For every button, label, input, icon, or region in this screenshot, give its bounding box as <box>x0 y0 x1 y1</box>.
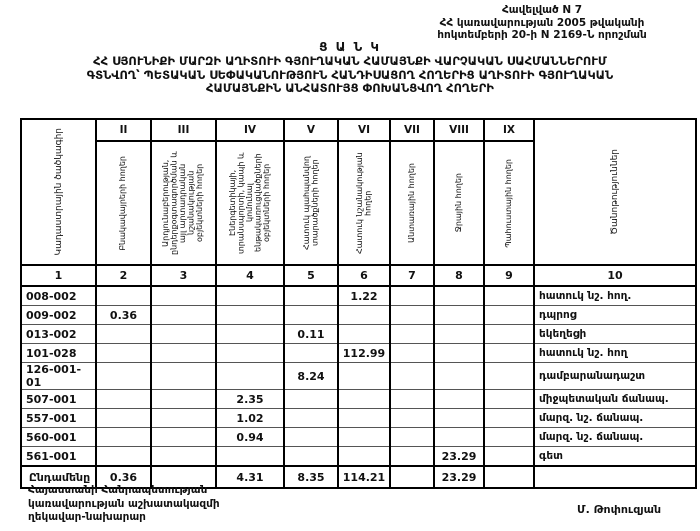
area-value-cell <box>284 286 338 306</box>
column-header-forest-lands: Անտառային հողեր <box>390 141 434 265</box>
appendix-line: Հավելված N 7 <box>501 4 583 16</box>
column-header-industrial-lands: Արդյունաբերության, ընդերքօգտագործման և այլ արտադրական նշանակության օբյեկտների հողեր <box>151 141 216 265</box>
cadastral-code-cell: 009-002 <box>21 306 96 325</box>
table-row <box>21 344 696 363</box>
column-numeral-row <box>21 119 696 141</box>
area-value-cell <box>390 344 434 363</box>
total-value-cell: 8.35 <box>284 466 338 488</box>
note-cell: մարզ. նշ. ճանապ. <box>534 428 696 447</box>
area-value-cell: 0.36 <box>96 306 151 325</box>
area-value-cell <box>434 428 484 447</box>
column-number: 2 <box>96 265 151 286</box>
area-value-cell <box>338 390 390 409</box>
note-cell: հատուկ նշ. հող <box>534 344 696 363</box>
total-value-cell: 0.36 <box>96 466 151 488</box>
column-number: 5 <box>284 265 338 286</box>
column-number: 7 <box>390 265 434 286</box>
table-row <box>21 428 696 447</box>
area-value-cell <box>434 409 484 428</box>
appendix-line: ՀՀ կառավարության 2005 թվականի <box>439 16 645 29</box>
area-value-cell <box>96 286 151 306</box>
area-value-cell <box>484 306 534 325</box>
note-cell: գետ <box>534 447 696 467</box>
column-header-notes: Ծանոթություններ <box>534 119 696 265</box>
area-value-cell <box>151 428 216 447</box>
cadastral-code-cell: 101-028 <box>21 344 96 363</box>
column-header-protected-lands: Հատուկ պահպանվող տարածքների հողեր <box>284 141 338 265</box>
area-value-cell <box>338 325 390 344</box>
area-value-cell: 0.94 <box>216 428 284 447</box>
column-numeral: IX <box>484 119 534 141</box>
column-numeral: VI <box>338 119 390 141</box>
area-value-cell <box>390 447 434 467</box>
note-cell: եկեղեցի <box>534 325 696 344</box>
column-number: 1 <box>21 265 96 286</box>
column-numeral: III <box>151 119 216 141</box>
signature-block <box>28 484 220 525</box>
area-value-cell <box>96 325 151 344</box>
area-value-cell <box>484 390 534 409</box>
area-value-cell <box>284 428 338 447</box>
area-value-cell <box>96 344 151 363</box>
area-value-cell <box>338 428 390 447</box>
note-cell: մարզ. նշ. ճանապ. <box>534 409 696 428</box>
table-row <box>21 286 696 306</box>
column-numeral: IV <box>216 119 284 141</box>
area-value-cell: 8.24 <box>284 363 338 390</box>
area-value-cell <box>338 447 390 467</box>
area-value-cell <box>96 363 151 390</box>
total-value-cell: 4.31 <box>216 466 284 488</box>
table-row <box>21 447 696 467</box>
column-number: 6 <box>338 265 390 286</box>
signature-line: ղեկավար-նախարար <box>28 511 146 523</box>
area-value-cell <box>338 363 390 390</box>
column-number: 3 <box>151 265 216 286</box>
area-value-cell: 23.29 <box>434 447 484 467</box>
area-value-cell <box>434 325 484 344</box>
area-value-cell <box>484 344 534 363</box>
cadastral-code-cell: 560-001 <box>21 428 96 447</box>
area-value-cell <box>284 390 338 409</box>
area-value-cell <box>390 363 434 390</box>
table-row <box>21 390 696 409</box>
area-value-cell <box>434 390 484 409</box>
subtitle-line: ՀԱՄԱՅՆՔԻՆ ԱՆՀԱՏՈՒՅՑ ՓՈԽԱՆՑՎՈՂ ՀՈՂԵՐԻ <box>206 81 494 95</box>
area-value-cell <box>484 286 534 306</box>
cadastral-code-cell: 126-001-01 <box>21 363 96 390</box>
area-value-cell <box>216 286 284 306</box>
document-title: Ց Ա Ն Կ <box>319 40 381 54</box>
document-subtitle <box>0 55 700 96</box>
total-value-cell: 114.21 <box>338 466 390 488</box>
area-value-cell <box>484 428 534 447</box>
appendix-line: հոկտեմբերի 20-ի N 2169-Ն որոշման <box>437 29 647 41</box>
table-row <box>21 325 696 344</box>
area-value-cell <box>151 325 216 344</box>
note-cell: դամբարանադաշտ <box>534 363 696 390</box>
cadastral-code-cell: 557-001 <box>21 409 96 428</box>
area-value-cell <box>216 447 284 467</box>
area-value-cell <box>151 447 216 467</box>
total-label-cell: Ընդամենը <box>21 466 96 488</box>
area-value-cell <box>434 344 484 363</box>
cadastral-code-cell: 507-001 <box>21 390 96 409</box>
total-value-cell: 23.29 <box>434 466 484 488</box>
column-numeral: VIII <box>434 119 484 141</box>
area-value-cell <box>484 363 534 390</box>
area-value-cell <box>338 306 390 325</box>
area-value-cell <box>434 363 484 390</box>
area-value-cell <box>151 363 216 390</box>
area-value-cell <box>284 447 338 467</box>
signature-line: կառավարության աշխատակազմի <box>28 497 220 510</box>
column-header-residential-lands: Բնակավայրերի հողեր <box>96 141 151 265</box>
table-row <box>21 409 696 428</box>
area-value-cell <box>216 325 284 344</box>
area-value-cell <box>216 363 284 390</box>
area-value-cell <box>151 390 216 409</box>
appendix-reference-block <box>392 4 692 42</box>
area-value-cell <box>151 306 216 325</box>
area-value-cell <box>484 409 534 428</box>
subtitle-line: ՀՀ ՍՅՈՒՆԻՔԻ ՄԱՐԶԻ ԱՂԻՏՈՒԻ ԳՅՈՒՂԱԿԱՆ ՀԱՄԱՅՆՔԻ ՎԱՐՉԱԿԱՆ ՍԱՀՄԱՆՆԵՐՈՒՄ <box>93 54 607 68</box>
column-numeral: II <box>96 119 151 141</box>
area-value-cell <box>151 286 216 306</box>
subtitle-line: ԳՏՆՎՈՂ՝ ՊԵՏԱԿԱՆ ՍԵՓԱԿԱՆՈՒԹՅՈՒՆ ՀԱՆԴԻՍԱՑՈՂ ՀՈՂԵՐԻՑ ԱՂԻՏՈՒԻ ԳՅՈՒՂԱԿԱՆ <box>86 67 614 82</box>
cadastral-code-cell: 013-002 <box>21 325 96 344</box>
area-value-cell <box>484 325 534 344</box>
column-number: 9 <box>484 265 534 286</box>
area-value-cell <box>434 306 484 325</box>
table-row <box>21 306 696 325</box>
signature-line: Հայաստանի Հանրապետության <box>28 484 208 496</box>
area-value-cell: 112.99 <box>338 344 390 363</box>
column-header-cadastral-code: Կադաստրային ծածկագիր <box>21 119 96 265</box>
column-numeral: VII <box>390 119 434 141</box>
column-header-reserve-lands: Պահուստային հողեր <box>484 141 534 265</box>
note-cell: դպրոց <box>534 306 696 325</box>
column-numeral: V <box>284 119 338 141</box>
area-value-cell <box>284 344 338 363</box>
column-header-infrastructure-lands: Էներգետիկայի, տրանսպորտի, կապի և կոմունալ ենթակառուցվածքների օբյեկտների հողեր <box>216 141 284 265</box>
area-value-cell <box>96 428 151 447</box>
area-value-cell: 2.35 <box>216 390 284 409</box>
area-value-cell <box>96 409 151 428</box>
area-value-cell <box>284 409 338 428</box>
column-number: 8 <box>434 265 484 286</box>
area-value-cell <box>390 409 434 428</box>
cadastral-code-cell: 008-002 <box>21 286 96 306</box>
column-header-water-lands: Ջրային հողեր <box>434 141 484 265</box>
area-value-cell <box>216 306 284 325</box>
area-value-cell <box>284 306 338 325</box>
area-value-cell <box>434 286 484 306</box>
area-value-cell <box>216 344 284 363</box>
area-value-cell: 1.02 <box>216 409 284 428</box>
area-value-cell: 1.22 <box>338 286 390 306</box>
column-number: 4 <box>216 265 284 286</box>
total-value-cell <box>484 466 534 488</box>
column-number-row <box>21 265 696 286</box>
table-row <box>21 363 696 390</box>
area-value-cell <box>390 325 434 344</box>
area-value-cell <box>390 428 434 447</box>
cadastral-code-cell: 561-001 <box>21 447 96 467</box>
total-value-cell <box>390 466 434 488</box>
area-value-cell <box>390 286 434 306</box>
signer-name: Մ. Թոփուզյան <box>577 503 662 516</box>
note-cell: հատուկ նշ. հող. <box>534 286 696 306</box>
column-header-special-purpose-lands: Հատուկ նշանակության հողեր <box>338 141 390 265</box>
area-value-cell <box>96 447 151 467</box>
note-cell: միջպետական ճանապ. <box>534 390 696 409</box>
area-value-cell <box>390 390 434 409</box>
land-transfer-table <box>20 118 697 489</box>
column-number: 10 <box>534 265 696 286</box>
area-value-cell <box>484 447 534 467</box>
note-cell <box>534 466 696 488</box>
area-value-cell <box>96 390 151 409</box>
area-value-cell <box>338 409 390 428</box>
area-value-cell <box>390 306 434 325</box>
area-value-cell: 0.11 <box>284 325 338 344</box>
area-value-cell <box>151 344 216 363</box>
area-value-cell <box>151 409 216 428</box>
